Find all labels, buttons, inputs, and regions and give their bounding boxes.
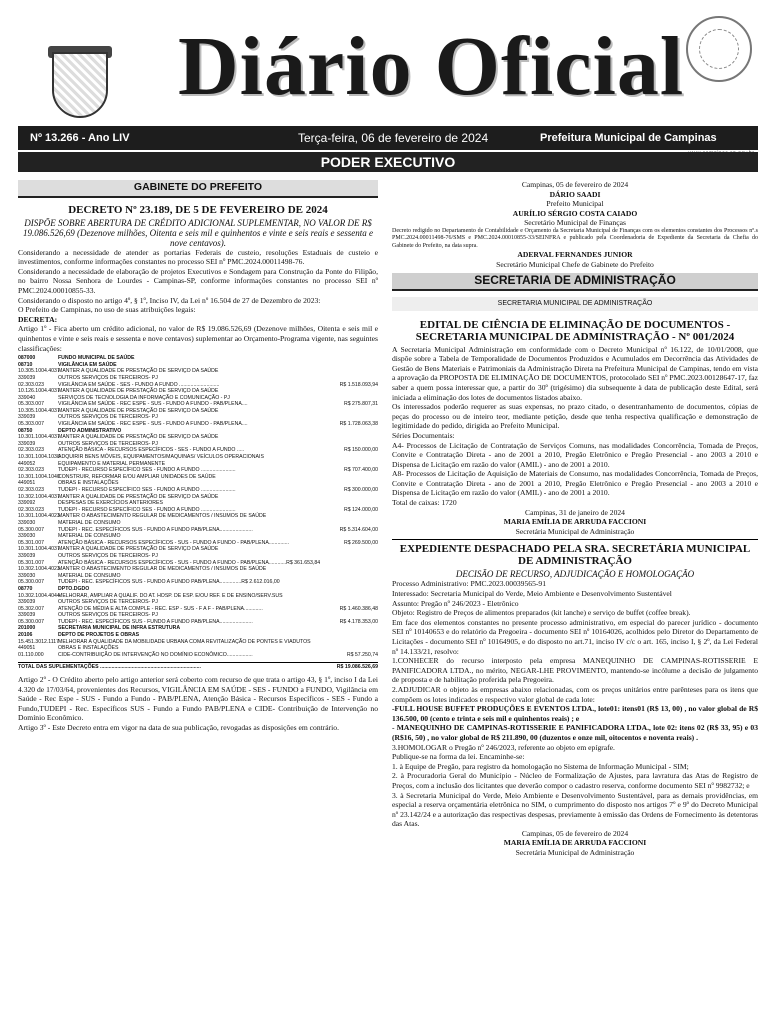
section-banner: PODER EXECUTIVO bbox=[18, 152, 758, 172]
budget-row bbox=[18, 480, 378, 487]
expediente-title: EXPEDIENTE DESPACHADO PELA SRA. SECRETÁRIA MUNICIPAL DE ADMINISTRAÇÃO bbox=[399, 543, 751, 568]
budget-row bbox=[18, 355, 378, 362]
budget-row bbox=[18, 599, 378, 606]
budget-desc: ATENÇÃO BÁSICA - RECURSOS ESPECÍFICOS - SES - FUNDO A FUNDO ..... bbox=[58, 447, 245, 454]
budget-desc: MELHORAR, AMPLIAR A QUALIF. DO AT. HOSP. DE ESP. E/OU REF. E DE ENSINO/SERV.SUS bbox=[58, 592, 283, 599]
budget-desc: CONSTRUIR, REFORMAR E/OU AMPLIAR UNIDADES DE SAÚDE bbox=[58, 473, 216, 480]
budget-val bbox=[334, 395, 378, 402]
article-3: Artigo 3º - Este Decreto entra em vigor na data de sua publicação, revogadas as disposições em contrário. bbox=[18, 723, 339, 732]
item-1: 1.CONHECER do recurso interposto pela empresa MANEQUINHO DE CAMPINAS-ROTISSERIE E PANIFICADORA LTDA., no mérito, NEGAR-LHE PROVIMENTO, mantendo-se incólume a decisão de julgamento de proposta e de habilitação proferida pela Pregoeira. bbox=[392, 656, 758, 685]
budget-code: 10.305.1004.4037 bbox=[18, 368, 60, 375]
edition-number: Nº 13.266 - Ano LIV bbox=[30, 132, 130, 144]
budget-code: 339030 bbox=[18, 572, 36, 579]
budget-desc: OBRAS E INSTALAÇÕES bbox=[58, 645, 119, 652]
city-crest-icon bbox=[52, 52, 108, 118]
face-paragraph: Em face dos elementos constantes no presente processo administrativo, em especial do parecer jurídico - documento SEI nº 10140653 e do relatório da Pregoeira - documento SEI nº 10164026, acolhidos pelo Diretor do Departamento de Licitações - documento SEI nº 10164905, e do disposto no art.71, inciso IV c/c o art. 165, inciso I, § 2º, da Lei Federal nº 14.133/21, resolvo: bbox=[392, 617, 758, 656]
total-label: TOTAL DAS SUPLEMENTAÇÕES ...................................................................... bbox=[18, 664, 201, 671]
budget-code: 201000 bbox=[18, 625, 36, 632]
budget-code: 10.305.1004.4037 bbox=[18, 407, 60, 414]
budget-code: 02.303.023 bbox=[18, 447, 44, 454]
sec-admin-subheading: SECRETARIA MUNICIPAL DE ADMINISTRAÇÃO bbox=[392, 297, 758, 311]
budget-val bbox=[334, 494, 378, 501]
budget-val bbox=[334, 414, 378, 421]
signature-place: Campinas, 31 de janeiro de 2024 bbox=[525, 507, 625, 517]
paragraph-2: Considerando a necessidade de elaboração de projetos Executivos e Sondagem para Construção da Ponte do Filipão, no bairro Nossa Senhora de Lourdes - Campinas-SP, conforme informações constantes no processo SEI nº PMC.2024.00010855-33. bbox=[18, 266, 378, 295]
budget-row bbox=[18, 625, 378, 632]
budget-code: 339040 bbox=[18, 394, 36, 401]
budget-val bbox=[334, 632, 378, 639]
divider bbox=[392, 539, 758, 540]
series-a8: A8- Processos de Licitação de Aquisição de Materiais de Consumo, nas modalidades Concorrência, Tomada de Preços, Convite e Contratação Direta - ano de 2001 a 2010, Pregão Eletrônico e Pregão Presencial - ano 2003 a 2010 e Dispensa de Licitação em razão do valor (AMIL) - ano de 2001 a 2010. bbox=[392, 469, 758, 498]
sec-admin-heading: SECRETARIA DE ADMINISTRAÇÃO bbox=[392, 273, 758, 291]
edition-bar bbox=[18, 126, 758, 150]
budget-val bbox=[334, 362, 378, 369]
budget-total bbox=[18, 662, 378, 671]
budget-row bbox=[18, 586, 378, 593]
signature-place: Campinas, 05 de fevereiro de 2024 bbox=[521, 828, 629, 838]
budget-val: R$ 124.000,00 bbox=[343, 506, 378, 513]
budget-val bbox=[334, 388, 378, 395]
budget-desc: MANTER A QUALIDADE DE PRESTAÇÃO DE SERVIÇO DA SAÚDE bbox=[58, 434, 219, 441]
budget-code: 449052 bbox=[18, 460, 36, 467]
budget-val bbox=[334, 474, 378, 481]
budget-desc: OUTROS SERVIÇOS DE TERCEIROS- PJ bbox=[58, 612, 158, 619]
interessado: Interessado: Secretaria Municipal do Verde, Meio Ambiente e Desenvolvimento Sustentável bbox=[392, 589, 672, 599]
budget-code: 10.301.1004.4023 bbox=[18, 513, 60, 520]
budget-code: 339039 bbox=[18, 599, 36, 606]
series-label: Séries Documentais: bbox=[392, 430, 455, 440]
budget-val bbox=[334, 639, 378, 646]
budget-code: 02.303.023 bbox=[18, 506, 44, 513]
budget-desc: DESPESAS DE EXERCÍCIOS ANTERIORES bbox=[58, 500, 163, 507]
signature-role: Secretária Municipal de Administração bbox=[515, 526, 635, 536]
budget-desc: MANTER A QUALIDADE DE PRESTAÇÃO DE SERVIÇO DA SAÚDE bbox=[58, 368, 219, 375]
signature-role: Prefeito Municipal bbox=[546, 199, 604, 209]
budget-row bbox=[18, 467, 378, 474]
budget-desc: TUDEPI - REC. ESPECÍFICOS SUS - FUNDO A FUNDO PAB/PLENA....................... bbox=[58, 526, 253, 533]
budget-val: R$ 1.460.386,48 bbox=[339, 605, 378, 612]
budget-desc: MANTER A QUALIDADE DE PRESTAÇÃO DE SERVIÇO DA SAÚDE bbox=[58, 546, 219, 553]
budget-val bbox=[334, 480, 378, 487]
budget-row bbox=[18, 632, 378, 639]
budget-row bbox=[18, 408, 378, 415]
signature-role: Secretário Municipal de Finanças bbox=[524, 218, 626, 228]
budget-val bbox=[334, 573, 378, 580]
budget-val bbox=[334, 533, 378, 540]
right-column bbox=[392, 180, 758, 858]
budget-code: 08750 bbox=[18, 427, 33, 434]
budget-code: 10.126.1004.4037 bbox=[18, 388, 60, 395]
signature-name: MARIA EMÍLIA DE ARRUDA FACCIONI bbox=[503, 517, 647, 527]
expediente-subtitle: DECISÃO DE RECURSO, ADJUDICAÇÃO E HOMOLOGAÇÃO bbox=[455, 569, 695, 580]
budget-code: 05.303.007 bbox=[18, 401, 44, 408]
budget-code: 10.302.1004.4044 bbox=[18, 592, 60, 599]
budget-code: 02.303.023 bbox=[18, 381, 44, 388]
signature-place: Campinas, 05 de fevereiro de 2024 bbox=[521, 180, 629, 189]
budget-desc: DEPTO DE PROJETOS E OBRAS bbox=[58, 632, 140, 639]
budget-desc: VIGILÂNCIA EM SAÚDE bbox=[58, 361, 117, 368]
budget-code: 20106 bbox=[18, 632, 33, 639]
budget-row bbox=[18, 619, 378, 626]
budget-row bbox=[18, 520, 378, 527]
budget-val bbox=[334, 500, 378, 507]
budget-val bbox=[334, 599, 378, 606]
budget-code: 339039 bbox=[18, 440, 36, 447]
seal-icon bbox=[686, 16, 752, 82]
budget-code: 10.301.1004.4037 bbox=[18, 434, 60, 441]
budget-desc: MATERIAL DE CONSUMO bbox=[58, 519, 121, 526]
budget-code: 339030 bbox=[18, 519, 36, 526]
budget-code: 05.303.007 bbox=[18, 421, 44, 428]
budget-row bbox=[18, 645, 378, 652]
budget-val: R$ 300.000,00 bbox=[343, 487, 378, 493]
encaminhe-2: 2. à Procuradoria Geral do Município - Núcleo de Formalização de Ajustes, para lavratura das Atas de Registro de Preços, com a inclusão dos licitantes que deverão compor o cadastro reserva, conforme documento SEI nº 9982732; e bbox=[392, 771, 758, 790]
budget-desc: ATENÇÃO BÁSICA - RECURSOS ESPECÍFICOS - SUS - FUNDO A FUNDO - PAB/PLENA............R$ 361.653,84 bbox=[58, 559, 321, 566]
article-1: Artigo 1º - Fica aberto um crédito adicional, no valor de R$ 19.086.526,69 (Dezenove milhões, Oitenta e seis mil e quinhentos e vinte e seis reais e sessenta e nove centavos) suplementar ao Orçamento-Programa vigente, nas seguintes classificações: bbox=[18, 324, 378, 353]
budget-code: 15.451.3012.1117 bbox=[18, 638, 60, 645]
budget-val bbox=[334, 520, 378, 527]
budget-desc: OBRAS E INSTALAÇÕES bbox=[58, 480, 119, 487]
budget-val bbox=[334, 612, 378, 619]
budget-code: 10.301.1004.1040 bbox=[18, 473, 60, 480]
budget-row bbox=[18, 652, 378, 659]
signature-name: AURÍLIO SÉRGIO COSTA CAIADO bbox=[512, 208, 638, 218]
budget-code: 08770 bbox=[18, 585, 33, 592]
budget-code: 08710 bbox=[18, 361, 33, 368]
budget-desc: TUDEPI - REC. ESPECÍFICOS SUS - FUNDO A FUNDO PAB/PLENA...............R$ 2.612.016,00 bbox=[58, 579, 280, 586]
budget-code: 339030 bbox=[18, 533, 36, 540]
edital-title: EDITAL DE CIÊNCIA DE ELIMINAÇÃO DE DOCUMENTOS - SECRETARIA MUNICIPAL DE ADMINISTRAÇÃO - Nº 001/2024 bbox=[415, 318, 735, 343]
budget-desc: VIGILÂNCIA EM SAÚDE - REC ESPE - SUS - FUNDO A FUNDO - PAB/PLENA.... bbox=[58, 421, 248, 428]
budget-val: R$ 269.500,00 bbox=[343, 539, 378, 546]
budget-desc: MANTER A QUALIDADE DE PRESTAÇÃO DE SERVIÇO DA SAÚDE bbox=[58, 493, 219, 500]
budget-val bbox=[334, 625, 378, 632]
budget-desc: OUTROS SERVIÇOS DE TERCEIROS- PJ bbox=[58, 552, 158, 559]
budget-code: 339039 bbox=[18, 414, 36, 421]
budget-desc: MANTER O ABASTECIMENTO REGULAR DE MEDICAMENTOS / INSUMOS DE SAÚDE bbox=[58, 566, 267, 573]
signature-role: Secretária Municipal de Administração bbox=[515, 848, 635, 858]
paragraph-1: Considerando a necessidade de atender as portarias Federais de custeio, resoluções Estaduais de custeio e investimentos, conforme informações constantes no processo SEI nº PMC.2024.00011498-76. bbox=[18, 247, 378, 267]
publique: Publique-se na forma da lei. Encaminhe-se: bbox=[392, 752, 525, 762]
budget-row bbox=[18, 513, 378, 520]
budget-desc: SERVIÇOS DE TECNOLOGIA DA INFORMAÇÃO E COMUNICAÇÃO - PJ bbox=[58, 394, 230, 401]
budget-desc: MANTER O ABASTECIMENTO REGULAR DE MEDICAMENTOS / INSUMOS DE SAÚDE bbox=[58, 513, 267, 520]
budget-code: 05.302.007 bbox=[18, 605, 44, 612]
budget-val bbox=[334, 566, 378, 573]
publisher: Prefeitura Municipal de Campinas bbox=[540, 132, 717, 144]
item-3: 3.HOMOLOGAR o Pregão nº 246/2023, referente ao objeto em epígrafe. bbox=[392, 742, 615, 752]
budget-code: 339039 bbox=[18, 374, 36, 381]
budget-code: 10.302.1004.4037 bbox=[18, 493, 60, 500]
budget-val: R$ 4.178.353,00 bbox=[339, 618, 378, 625]
decreta: DECRETA: bbox=[18, 314, 58, 324]
budget-val bbox=[334, 434, 378, 441]
budget-code: 449051 bbox=[18, 480, 36, 487]
budget-code: 05.301.007 bbox=[18, 559, 44, 566]
item-2: 2.ADJUDICAR o objeto às empresas abaixo relacionadas, com os preços unitários entre parênteses para os itens que compõem os lotes indicados e respectivo valor global de cada lote: bbox=[392, 684, 758, 704]
budget-desc: OUTROS SERVIÇOS DE TERCEIROS- PJ bbox=[58, 440, 158, 447]
budget-row bbox=[18, 454, 378, 461]
budget-desc: TUDEPI - RECURSO ESPECÍFICO SES - FUNDO A FUNDO ........................ bbox=[58, 506, 236, 513]
item-2a: -FULL HOUSE BUFFET PRODUÇÕES E EVENTOS LTDA., lote01: itens01 (R$ 13, 00) , no valor global de R$ 136.500, 00 (cento e trinta e seis mil e quinhentos reais) ; e bbox=[392, 704, 758, 723]
decree-subtitle: DISPÕE SOBRE ABERTURA DE CRÉDITO ADICIONAL SUPLEMENTAR, NO VALOR DE R$ 19.086.526,69 (Dezenove milhões, Oitenta e seis mil e quinhentos e vinte e seis reais e sessenta e nove centavos). bbox=[22, 217, 374, 248]
budget-code: 339092 bbox=[18, 500, 36, 507]
redigido-note: Decreto redigido no Departamento de Contabilidade e Orçamento da Secretaria Municipal de Finanças com os elementos constantes dos Processos nº.s PMC.2024.00011498-76/SMS e PMC.2024.00010855-33/SEINFRA e publicado pela Coordenadoria de Expediente da Secretaria da Chefia do Gabinete do Prefeito, na data supra. bbox=[392, 227, 758, 249]
budget-val: R$ 5.314.604,00 bbox=[339, 526, 378, 533]
budget-val bbox=[334, 560, 378, 567]
budget-row bbox=[18, 533, 378, 540]
budget-val bbox=[334, 408, 378, 415]
assunto: Assunto: Pregão nº 246/2023 - Eletrônico bbox=[392, 598, 519, 608]
budget-desc: DEPTO ADMINISTRATIVO bbox=[58, 427, 122, 434]
paragraph-4: O Prefeito de Campinas, no uso de suas atribuições legais: bbox=[18, 305, 196, 315]
budget-val bbox=[334, 546, 378, 553]
budget-row bbox=[18, 434, 378, 441]
budget-val: R$ 150.000,00 bbox=[343, 447, 378, 454]
item-2b: - MANEQUINHO DE CAMPINAS-ROTISSERIE E PANIFICADORA LTDA., lote 02: itens 02 (R$ 33, 95) e 03 (R$16, 50) , no valor global de R$ 211.890, 00 (duzentos e onze mil, oitocentos e noventa reais) . bbox=[392, 723, 758, 742]
budget-val bbox=[334, 553, 378, 560]
budget-desc: EQUIPAMENTO E MATERIAL PERMANENTE bbox=[58, 460, 166, 467]
budget-row bbox=[18, 375, 378, 382]
objeto: Objeto: Registro de Preços de alimentos preparados (kit lanche) e serviço de buffet (coffee break). bbox=[392, 608, 691, 618]
budget-row bbox=[18, 401, 378, 408]
budget-row bbox=[18, 579, 378, 586]
budget-desc: MATERIAL DE CONSUMO bbox=[58, 533, 121, 540]
budget-val bbox=[334, 586, 378, 593]
budget-desc: VIGILÂNCIA EM SAÚDE - REC ESPE - SUS - FUNDO A FUNDO - PAB/PLENA.... bbox=[58, 401, 248, 408]
budget-desc: TUDEPI - RECURSO ESPECÍFICO SES - FUNDO A FUNDO ........................ bbox=[58, 467, 236, 474]
signature-name: ADERVAL FERNANDES JUNIOR bbox=[517, 250, 633, 260]
edital-body: A Secretaria Municipal Administração em conformidade com o Decreto Municipal nº 16.122, de 10/01/2008, que dispõe sobre a Tabela de Temporalidade de Documentos Produzidos e Acumulados em Decorrência das Atividades de Gestão de Bens Materiais e Patrimoniais da Administração Direta na Prefeitura Municipal de Campinas, tendo em vista a aprovação da PROPOSTA DE ELIMINAÇÃO DE DOCUMENTOS, protocolado SEI nº PMC.2023.00128647-17, faz saber a quem possa interessar que, a partir do 30º (trigésimo) dia subsequente à data de publicação deste Edital, será iniciada a eliminação dos lotes de documentos listados abaixo. bbox=[392, 344, 758, 402]
budget-desc: VIGILÂNCIA EM SAÚDE - SES - FUNDO A FUNDO ............................ bbox=[58, 381, 220, 388]
budget-desc: CIDE-CONTRIBUIÇÃO DE INTERVENÇÃO NO DOMÍNIO ECONÔMICO.................. bbox=[58, 651, 253, 658]
decree-title: DECRETO Nº 23.189, DE 5 DE FEVEREIRO DE 2024 bbox=[68, 203, 328, 216]
budget-code: 05.300.007 bbox=[18, 526, 44, 533]
budget-code: 087000 bbox=[18, 355, 36, 362]
budget-desc: OUTROS SERVIÇOS DE TERCEIROS- PJ bbox=[58, 414, 158, 421]
budget-val bbox=[334, 454, 378, 461]
budget-row bbox=[18, 606, 378, 613]
budget-code: 02.303.023 bbox=[18, 467, 44, 474]
budget-row bbox=[18, 368, 378, 375]
budget-desc: MANTER A QUALIDADE DE PRESTAÇÃO DE SERVIÇO DA SAÚDE bbox=[58, 407, 219, 414]
left-column bbox=[18, 180, 378, 733]
budget-desc: TUDEPI - REC. ESPECÍFICOS SUS - FUNDO A FUNDO PAB/PLENA....................... bbox=[58, 618, 253, 625]
budget-code: 339039 bbox=[18, 612, 36, 619]
budget-desc: DPTO.DGDO bbox=[58, 585, 90, 592]
budget-row bbox=[18, 388, 378, 395]
budget-val bbox=[334, 368, 378, 375]
budget-code: 10.301.1004.1038 bbox=[18, 454, 60, 461]
budget-val bbox=[334, 441, 378, 448]
article-2: Artigo 2º - O Crédito aberto pelo artigo anterior será coberto com recurso de que trata o artigo 43, § 1º, inciso I da Lei 4.320 de 17/03/64, provenientes dos Recursos, VIGILÂNCIA EM SAÚDE - SES - FUNDO a FUNDO, Vigilância em Saúde - Rec Espe - SUS - Fundo a Fundo - PAB/PLENA, Atenção Básica - Recursos Específicos - SES - Fundo a Fundo,TUDEPI - Rec. Específicos SUS - Fundo a Fundo PAB/PLENA e CIDE- Contribuição de Intervenção no Domínio Econômico. bbox=[18, 675, 378, 723]
budget-row bbox=[18, 546, 378, 553]
budget-desc: ADQUIRIR BENS MÓVEIS, EQUIPAMENTOS/MAQUINAS/ VEÍCULOS OPERACIONAIS bbox=[58, 454, 264, 461]
newspaper-title: Diário Oficial bbox=[178, 20, 685, 113]
budget-code: 10.301.1004.4037 bbox=[18, 546, 60, 553]
masthead bbox=[18, 12, 758, 160]
budget-code: 339039 bbox=[18, 552, 36, 559]
budget-code: 449051 bbox=[18, 645, 36, 652]
budget-val: R$ 1.518.093,94 bbox=[339, 381, 378, 388]
budget-code: 02.303.023 bbox=[18, 487, 44, 493]
budget-val: R$ 707.400,00 bbox=[343, 467, 378, 474]
total-boxes: Total de caixas: 1720 bbox=[392, 498, 457, 508]
budget-row bbox=[18, 553, 378, 560]
budget-code: 05.301.007 bbox=[18, 539, 44, 546]
budget-val bbox=[334, 428, 378, 435]
budget-desc: ATENÇÃO BÁSICA - RECURSOS ESPECÍFICOS - SUS - FUNDO A FUNDO - PAB/PLENA.............. bbox=[58, 539, 289, 546]
budget-code: 10.302.1004.4023 bbox=[18, 566, 60, 573]
encaminhe-1: 1. à Equipe de Pregão, para registro da homologação no Sistema de Informação Municipal - SIM; bbox=[392, 761, 689, 771]
budget-row bbox=[18, 527, 378, 534]
budget-row bbox=[18, 593, 378, 600]
budget-desc: OUTROS SERVIÇOS DE TERCEIROS- PJ bbox=[58, 374, 158, 381]
budget-val bbox=[334, 355, 378, 362]
total-value: R$ 19.086.526,69 bbox=[336, 664, 378, 671]
budget-desc: FUNDO MUNICIPAL DE SAÚDE bbox=[58, 355, 135, 362]
budget-code: 01.110.000 bbox=[18, 651, 44, 658]
budget-code: 05.300.007 bbox=[18, 579, 44, 586]
budget-row bbox=[18, 500, 378, 507]
signature-name: MARIA EMÍLIA DE ARRUDA FACCIONI bbox=[503, 838, 647, 848]
signature-role: Secretário Municipal Chefe de Gabinete do Prefeito bbox=[496, 259, 654, 269]
budget-val: R$ 275.807,31 bbox=[343, 401, 378, 408]
budget-val: R$ 57.250,74 bbox=[346, 651, 378, 658]
budget-table bbox=[18, 355, 378, 658]
encaminhe-3: 3. à Secretaria Municipal do Verde, Meio Ambiente e Desenvolvimento Sustentável, para as demais providências, em especial a reserva orçamentária eletrônica no SIM, o cumprimento do disposto nos artigos 7º e 9º do Decreto Municipal nº 23.142/24 e a autorização das respectivas despesas, previamente à emissão das Ordens de Fornecimento às detentoras das Atas. bbox=[392, 790, 758, 829]
budget-desc: TUDEPI - RECURSO ESPECÍFICO SES - FUNDO A FUNDO ........................ bbox=[58, 487, 236, 493]
budget-desc: MANTER A QUALIDADE DE PRESTAÇÃO DE SERVIÇO DA SAÚDE bbox=[58, 388, 219, 395]
signature-name: DÁRIO SAADI bbox=[549, 189, 601, 199]
budget-desc: OUTROS SERVIÇOS DE TERCEIROS- PJ bbox=[58, 599, 158, 606]
budget-desc: MELHORAR A QUALIDADE DA MOBILIDADE URBANA COMA REVITALIZAÇÃO DE PONTES E VIADUTOS bbox=[58, 638, 311, 645]
budget-code: 05.300.007 bbox=[18, 618, 44, 625]
budget-row bbox=[18, 421, 378, 428]
process-number: Processo Administrativo: PMC.2023.00039565-91 bbox=[392, 579, 546, 589]
budget-val bbox=[334, 461, 378, 468]
edition-date: Terça-feira, 06 de fevereiro de 2024 bbox=[298, 131, 489, 145]
budget-desc: SECRETARIA MUNICIPAL DE INFRA ESTRUTURA bbox=[58, 625, 181, 632]
budget-val bbox=[334, 579, 378, 586]
budget-desc: MATERIAL DE CONSUMO bbox=[58, 572, 121, 579]
edital-body-2: Os interessados poderão requerer as suas expensas, no prazo citado, o desentranhamento de documentos, cópias de peças do processo ou de inteiro teor, mediante petição, desde que tenha respectiva qualificação e demonstração de legitimidade do pedido, dirigida ao Prefeito Municipal. bbox=[392, 402, 758, 431]
budget-desc: ATENÇÃO DE MÉDIA E ALTA COMPLE - REC. ESP - SUS - F A F - PAB/PLENA............. bbox=[58, 605, 263, 612]
budget-val: R$ 1.728.063,38 bbox=[339, 421, 378, 428]
gabinete-heading: GABINETE DO PREFEITO bbox=[18, 180, 378, 198]
budget-row bbox=[18, 612, 378, 619]
series-a4: A4- Processos de Licitação de Contratação de Serviços Comuns, nas modalidades Concorrência, Tomada de Preços, Convite e Contratação Direta - ano de 2001 a 2010, Pregão Eletrônico e Pregão Presencial - ano 2003 a 2010 e Dispensa de Licitação em razão do valor (AMIL) - ano de 2001 a 2010. bbox=[392, 440, 758, 469]
paragraph-3: Considerando o disposto no artigo 4º, § 1º, Inciso IV, da Lei nº 16.504 de 27 de Dezembro de 2023: bbox=[18, 295, 321, 305]
budget-val bbox=[334, 593, 378, 600]
budget-val bbox=[334, 645, 378, 652]
budget-row bbox=[18, 566, 378, 573]
budget-val bbox=[334, 513, 378, 520]
budget-val bbox=[334, 375, 378, 382]
budget-row bbox=[18, 487, 378, 494]
